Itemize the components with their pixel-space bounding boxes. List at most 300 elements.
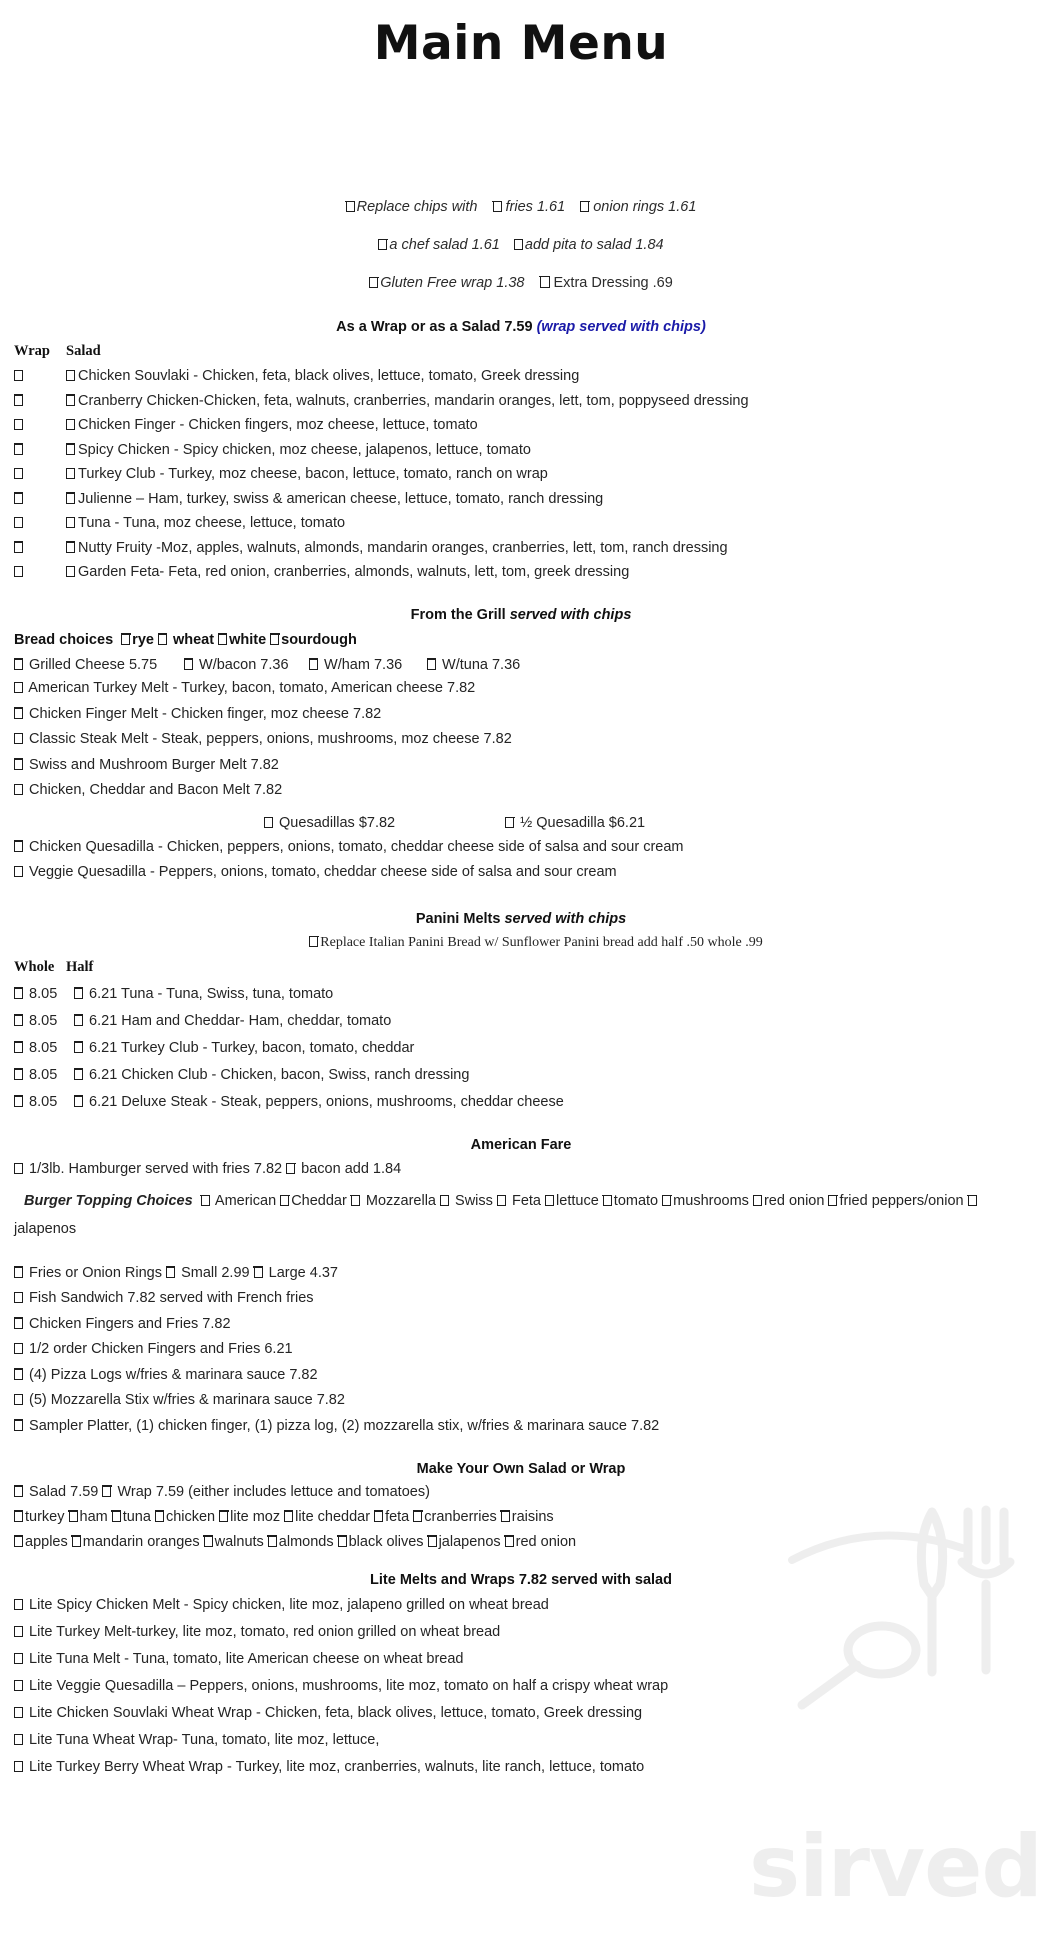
checkbox-icon[interactable] <box>968 1196 977 1206</box>
panini-whole-price: 8.05 <box>29 1039 58 1056</box>
checkbox-icon[interactable] <box>66 494 75 504</box>
own-salad-option-label: cranberries <box>424 1508 497 1525</box>
checkbox-icon[interactable] <box>14 1164 23 1174</box>
own-wrap-price: Wrap 7.59 (either includes lettuce and tomatoes) <box>117 1483 430 1500</box>
grilled-cheese-tuna-label: W/tuna 7.36 <box>442 656 521 673</box>
checkbox-icon[interactable] <box>268 1537 277 1547</box>
burger-topping-label: Burger Topping Choices <box>24 1193 193 1209</box>
checkbox-icon[interactable] <box>374 1512 383 1522</box>
replace-chips-label: Replace chips with <box>356 199 478 215</box>
wrap-salad-item-label: Julienne – Ham, turkey, swiss & american cheese, lettuce, tomato, ranch dressing <box>78 490 604 507</box>
checkbox-icon[interactable] <box>14 1654 23 1664</box>
lite-row <box>14 1673 1028 1700</box>
checkbox-icon[interactable] <box>166 1268 175 1278</box>
burger-topping-choices <box>14 1188 1028 1243</box>
burger-topping-option-label: Cheddar <box>291 1193 347 1209</box>
wrap-salad-list <box>14 364 1028 585</box>
own-salad-option[interactable] <box>338 1534 424 1550</box>
checkbox-icon[interactable] <box>14 1708 23 1718</box>
burger-topping-option-label: lettuce <box>556 1193 599 1209</box>
checkbox-icon[interactable] <box>14 1487 23 1497</box>
quesadilla-item-label: Chicken Quesadilla - Chicken, peppers, onions, tomato, cheddar cheese side of salsa and sour cream <box>29 838 684 855</box>
grill-item-label: Classic Steak Melt - Steak, peppers, onions, mushrooms, moz cheese 7.82 <box>29 731 512 747</box>
checkbox-icon[interactable] <box>264 818 273 828</box>
own-salad-option[interactable] <box>284 1509 370 1525</box>
section-heading-american-fare: American Fare <box>470 1137 572 1153</box>
checkbox-icon[interactable] <box>603 1196 612 1206</box>
wrap-salad-row <box>14 511 1028 536</box>
own-salad-option-label: feta <box>385 1508 410 1525</box>
checkbox-icon[interactable] <box>270 635 279 645</box>
checkbox-icon[interactable] <box>201 1196 210 1206</box>
checkbox-icon[interactable] <box>14 1344 23 1354</box>
checkbox-icon[interactable] <box>66 518 75 528</box>
panini-half-label: 6.21 Turkey Club - Turkey, bacon, tomato, cheddar <box>89 1039 415 1056</box>
own-salad-price-row <box>14 1484 1028 1500</box>
bread-choices-label: Bread choices <box>14 631 114 648</box>
american-fare-item-label: Fries or Onion Rings <box>29 1264 162 1281</box>
own-salad-option-label: raisins <box>511 1508 554 1525</box>
own-salad-option-label: almonds <box>278 1533 334 1550</box>
bread-choice-option[interactable] <box>270 632 357 648</box>
add-pita-label: add pita to salad 1.84 <box>524 237 664 253</box>
checkbox-icon[interactable] <box>413 1512 422 1522</box>
bread-choice-label: wheat <box>168 631 215 648</box>
column-label-wrap: Wrap <box>14 343 50 359</box>
own-salad-option-label: lite cheddar <box>295 1508 371 1525</box>
section-heading-panini <box>14 911 1028 927</box>
checkbox-icon[interactable] <box>14 734 23 744</box>
lite-row <box>14 1619 1028 1646</box>
own-salad-option[interactable] <box>268 1534 334 1550</box>
grilled-cheese-base-label: Grilled Cheese 5.75 <box>29 656 158 673</box>
checkbox-icon[interactable] <box>74 1043 83 1053</box>
wrap-salad-column-labels <box>14 343 1028 360</box>
own-salad-option-label: ham <box>79 1508 108 1525</box>
checkbox-icon[interactable] <box>505 818 514 828</box>
checkbox-icon[interactable] <box>219 1512 228 1522</box>
burger-topping-option-label: Feta <box>507 1193 541 1209</box>
checkbox-icon[interactable] <box>514 240 523 250</box>
grill-row <box>14 676 1028 702</box>
checkbox-icon[interactable] <box>14 567 23 577</box>
grill-item-label: Chicken Finger Melt - Chicken finger, moz cheese 7.82 <box>29 705 382 722</box>
gluten-free-line <box>14 275 1028 291</box>
lite-item-label: Lite Turkey Melt-turkey, lite moz, tomato, red onion grilled on wheat bread <box>29 1624 501 1641</box>
section-heading-wrap-salad <box>14 319 1028 335</box>
quesadilla-item-label: Veggie Quesadilla - Peppers, onions, tomato, cheddar cheese side of salsa and sour cream <box>29 864 617 880</box>
burger-topping-option[interactable] <box>662 1193 749 1209</box>
wrap-salad-item-label: Nutty Fruity -Moz, apples, walnuts, almonds, mandarin oranges, cranberries, lett, tom, ranch dressing <box>78 539 728 556</box>
own-salad-option-label: mandarin oranges <box>82 1533 200 1550</box>
column-label-half: Half <box>66 959 94 975</box>
panini-half-label: 6.21 Chicken Club - Chicken, bacon, Swiss, ranch dressing <box>89 1066 470 1083</box>
checkbox-icon[interactable] <box>66 445 75 455</box>
wrap-checkbox-cell <box>14 369 66 384</box>
checkbox-icon[interactable] <box>440 1196 449 1206</box>
checkbox-icon[interactable] <box>14 396 23 406</box>
panini-bread-note <box>14 935 1028 951</box>
burger-topping-option[interactable] <box>201 1193 276 1209</box>
checkbox-icon[interactable] <box>121 635 130 645</box>
lite-item-label: Lite Tuna Wheat Wrap- Tuna, tomato, lite moz, lettuce, <box>29 1732 380 1749</box>
quesadilla-item-list <box>14 834 1028 885</box>
wrap-salad-item-label: Chicken Finger - Chicken fingers, moz cheese, lettuce, tomato <box>78 417 478 433</box>
checkbox-icon[interactable] <box>286 1164 295 1174</box>
burger-topping-option-label: Swiss <box>451 1193 493 1209</box>
own-salad-option-label: tuna <box>122 1508 151 1525</box>
checkbox-icon[interactable] <box>14 867 23 877</box>
grill-heading-note: served with chips <box>509 606 632 623</box>
checkbox-icon[interactable] <box>14 445 23 455</box>
checkbox-icon[interactable] <box>204 1537 213 1547</box>
checkbox-icon[interactable] <box>66 371 75 381</box>
own-salad-option-label: red onion <box>515 1533 577 1550</box>
burger-topping-option-label: Mozzarella <box>361 1193 436 1209</box>
checkbox-icon[interactable] <box>112 1512 121 1522</box>
american-fare-spacer <box>14 1243 1028 1257</box>
checkbox-icon[interactable] <box>14 1537 23 1547</box>
checkbox-icon[interactable] <box>14 494 23 504</box>
checkbox-icon[interactable] <box>14 842 23 852</box>
wrap-checkbox-cell <box>14 418 66 433</box>
panini-note-label: Replace Italian Panini Bread w/ Sunflower Panini bread add half .50 whole .99 <box>320 935 763 950</box>
own-salad-option[interactable] <box>505 1534 576 1550</box>
lite-item-label: Lite Veggie Quesadilla – Peppers, onions, mushrooms, lite moz, tomato on half a crispy wheat wrap <box>29 1678 669 1695</box>
wrap-salad-row <box>14 487 1028 512</box>
panini-row <box>14 980 1028 1007</box>
quesadilla-half-price: ½ Quesadilla $6.21 <box>520 815 646 831</box>
checkbox-icon[interactable] <box>351 1196 360 1206</box>
checkbox-icon[interactable] <box>102 1487 111 1497</box>
checkbox-icon[interactable] <box>254 1268 263 1278</box>
section-heading-own-salad: Make Your Own Salad or Wrap <box>416 1460 626 1477</box>
checkbox-icon[interactable] <box>158 635 167 645</box>
checkbox-icon[interactable] <box>14 709 23 719</box>
own-salad-option-label: turkey <box>25 1508 65 1525</box>
wrap-salad-item-label: Cranberry Chicken-Chicken, feta, walnuts, cranberries, mandarin oranges, lett, tom, poppyseed dressing <box>78 392 749 409</box>
grill-item-label: Chicken, Cheddar and Bacon Melt 7.82 <box>29 782 283 798</box>
lite-row <box>14 1592 1028 1619</box>
lite-item-label: Lite Turkey Berry Wheat Wrap - Turkey, lite moz, cranberries, walnuts, lite ranch, lettuce, tomato <box>29 1759 645 1776</box>
grilled-cheese-ham-label: W/ham 7.36 <box>324 656 403 673</box>
lite-item-list <box>14 1592 1028 1781</box>
wrap-salad-row <box>14 462 1028 487</box>
panini-item-list <box>14 980 1028 1115</box>
bacon-add-label: bacon add 1.84 <box>301 1161 402 1177</box>
panini-row <box>14 1061 1028 1088</box>
checkbox-icon[interactable] <box>66 396 75 406</box>
panini-whole-cell <box>14 1040 74 1056</box>
checkbox-icon[interactable] <box>309 660 318 670</box>
gluten-free-wrap-label: Gluten Free wrap 1.38 <box>380 275 525 291</box>
checkbox-icon[interactable] <box>14 1016 23 1026</box>
panini-half-label: 6.21 Ham and Cheddar- Ham, cheddar, tomato <box>89 1012 392 1029</box>
grill-item-list <box>14 676 1028 804</box>
grill-item-label: American Turkey Melt - Turkey, bacon, tomato, American cheese 7.82 <box>28 680 476 696</box>
checkbox-icon[interactable] <box>540 277 550 288</box>
checkbox-icon[interactable] <box>14 1370 23 1380</box>
bread-choice-label: rye <box>132 631 154 648</box>
checkbox-icon[interactable] <box>14 1319 23 1329</box>
checkbox-icon[interactable] <box>74 1070 83 1080</box>
burger-topping-option-label: tomato <box>613 1193 659 1209</box>
own-salad-option[interactable] <box>14 1509 65 1525</box>
checkbox-icon[interactable] <box>284 1512 293 1522</box>
checkbox-icon[interactable] <box>218 635 227 645</box>
checkbox-icon[interactable] <box>753 1196 762 1206</box>
grill-row <box>14 701 1028 727</box>
grilled-cheese-ham <box>309 657 427 673</box>
panini-heading-note: served with chips <box>504 911 627 927</box>
grilled-cheese-tuna <box>427 657 520 673</box>
wrap-checkbox-cell <box>14 541 66 556</box>
own-salad-option-label: lite moz <box>230 1508 281 1525</box>
checkbox-icon[interactable] <box>14 1681 23 1691</box>
burger-topping-option[interactable] <box>280 1193 347 1209</box>
section-heading-grill <box>14 607 1028 623</box>
grilled-cheese-row <box>14 657 1028 673</box>
own-salad-option[interactable] <box>155 1509 215 1525</box>
panini-row <box>14 1088 1028 1115</box>
own-salad-option[interactable] <box>72 1534 200 1550</box>
checkbox-icon[interactable] <box>14 1097 23 1107</box>
lite-item-label: Lite Spicy Chicken Melt - Spicy chicken, lite moz, jalapeno grilled on wheat bread <box>29 1597 549 1614</box>
own-salad-options-row-2 <box>14 1534 1028 1550</box>
american-fare-item-list <box>14 1260 1028 1439</box>
panini-whole-cell <box>14 986 74 1002</box>
checkbox-icon[interactable] <box>14 683 23 693</box>
watermark-text: sirved <box>748 1817 1042 1917</box>
grilled-cheese-bacon <box>184 657 309 673</box>
replace-chips-line <box>14 199 1028 215</box>
burger-topping-option[interactable] <box>351 1193 436 1209</box>
wrap-checkbox-cell <box>14 492 66 507</box>
own-salad-price: Salad 7.59 <box>29 1483 99 1500</box>
checkbox-icon[interactable] <box>501 1512 510 1522</box>
checkbox-icon[interactable] <box>74 989 83 999</box>
burger-topping-option[interactable] <box>497 1193 541 1209</box>
checkbox-icon[interactable] <box>828 1196 837 1206</box>
checkbox-icon[interactable] <box>69 1512 78 1522</box>
checkbox-icon[interactable] <box>14 1070 23 1080</box>
checkbox-icon[interactable] <box>14 1512 23 1522</box>
checkbox-icon[interactable] <box>14 785 23 795</box>
panini-half-label: 6.21 Tuna - Tuna, Swiss, tuna, tomato <box>89 985 334 1002</box>
wrap-salad-row <box>14 389 1028 414</box>
american-fare-item-label: Sampler Platter, (1) chicken finger, (1) pizza log, (2) mozzarella stix, w/fries & marinara sauce 7.82 <box>29 1417 660 1434</box>
checkbox-icon[interactable] <box>309 937 318 947</box>
grill-row <box>14 752 1028 778</box>
checkbox-icon[interactable] <box>428 1537 437 1547</box>
checkbox-icon[interactable] <box>545 1196 554 1206</box>
american-fare-row <box>14 1260 1028 1286</box>
own-salad-option[interactable] <box>501 1509 554 1525</box>
lite-row <box>14 1700 1028 1727</box>
checkbox-icon[interactable] <box>14 1762 23 1772</box>
panini-whole-cell <box>14 1013 74 1029</box>
american-fare-item-label: Fish Sandwich 7.82 served with French fries <box>29 1290 314 1307</box>
wrap-salad-row <box>14 438 1028 463</box>
bread-choice-label: sourdough <box>281 631 357 648</box>
panini-whole-cell <box>14 1094 74 1110</box>
checkbox-icon[interactable] <box>66 567 75 577</box>
lite-row <box>14 1727 1028 1754</box>
checkbox-icon[interactable] <box>280 1196 289 1206</box>
bread-choice-option[interactable] <box>121 632 154 648</box>
grill-heading-text: From the Grill <box>410 606 510 623</box>
own-salad-option[interactable] <box>112 1509 151 1525</box>
burger-topping-option[interactable] <box>545 1193 599 1209</box>
fries-large-label: Large 4.37 <box>268 1264 338 1281</box>
burger-topping-option[interactable] <box>603 1193 658 1209</box>
checkbox-icon[interactable] <box>14 420 23 430</box>
panini-row <box>14 1034 1028 1061</box>
own-salad-option[interactable] <box>219 1509 280 1525</box>
checkbox-icon[interactable] <box>74 1016 83 1026</box>
grill-row <box>14 727 1028 753</box>
lite-item-label: Lite Chicken Souvlaki Wheat Wrap - Chicken, feta, black olives, lettuce, tomato, Greek dressing <box>29 1705 643 1722</box>
hamburger-row <box>14 1161 1028 1177</box>
american-fare-row <box>14 1388 1028 1414</box>
checkbox-icon[interactable] <box>493 202 502 212</box>
checkbox-icon[interactable] <box>662 1196 671 1206</box>
burger-topping-option[interactable] <box>440 1193 493 1209</box>
checkbox-icon[interactable] <box>14 1268 23 1278</box>
checkbox-icon[interactable] <box>184 660 193 670</box>
checkbox-icon[interactable] <box>378 240 387 250</box>
checkbox-icon[interactable] <box>580 202 589 212</box>
grilled-cheese-base <box>14 657 184 673</box>
checkbox-icon[interactable] <box>338 1537 347 1547</box>
own-salad-option[interactable] <box>428 1534 501 1550</box>
american-fare-row <box>14 1286 1028 1312</box>
checkbox-icon[interactable] <box>14 660 23 670</box>
column-label-whole: Whole <box>14 959 55 975</box>
checkbox-icon[interactable] <box>155 1512 164 1522</box>
own-salad-option-label: jalapenos <box>438 1533 501 1550</box>
own-salad-options-row-1 <box>14 1509 1028 1525</box>
quesadilla-row <box>14 860 1028 886</box>
onion-rings-option-label: onion rings 1.61 <box>593 199 697 215</box>
menu-page <box>0 16 1042 1781</box>
own-salad-option-label: black olives <box>348 1533 424 1550</box>
wrap-checkbox-cell <box>14 516 66 531</box>
grill-row <box>14 778 1028 804</box>
wrap-salad-row <box>14 536 1028 561</box>
checkbox-icon[interactable] <box>346 202 355 212</box>
wrap-salad-row <box>14 413 1028 438</box>
panini-whole-price: 8.05 <box>29 1093 58 1110</box>
quesadilla-row <box>14 834 1028 860</box>
burger-topping-option[interactable] <box>828 1193 963 1209</box>
hamburger-label: 1/3lb. Hamburger served with fries 7.82 <box>29 1161 283 1177</box>
wrap-salad-item-label: Tuna - Tuna, moz cheese, lettuce, tomato <box>78 515 346 531</box>
burger-topping-option-label: jalapenos <box>14 1220 77 1237</box>
american-fare-item-label: (5) Mozzarella Stix w/fries & marinara sauce 7.82 <box>29 1392 345 1409</box>
own-salad-option[interactable] <box>14 1534 68 1550</box>
checkbox-icon[interactable] <box>14 371 23 381</box>
own-salad-option[interactable] <box>374 1509 409 1525</box>
bread-choice-option[interactable] <box>158 632 214 648</box>
bread-choice-option[interactable] <box>218 632 266 648</box>
quesadilla-full-price: Quesadillas $7.82 <box>279 815 396 831</box>
wrap-salad-item-label: Garden Feta- Feta, red onion, cranberries, almonds, walnuts, lett, tom, greek dressing <box>78 564 630 580</box>
checkbox-icon[interactable] <box>14 543 23 553</box>
panini-whole-price: 8.05 <box>29 1012 58 1029</box>
panini-row <box>14 1007 1028 1034</box>
own-salad-option[interactable] <box>204 1534 264 1550</box>
checkbox-icon[interactable] <box>14 1293 23 1303</box>
extra-dressing-label: Extra Dressing .69 <box>553 275 673 291</box>
title-spacer <box>14 71 1028 199</box>
checkbox-icon[interactable] <box>14 1043 23 1053</box>
checkbox-icon[interactable] <box>14 518 23 528</box>
checkbox-icon[interactable] <box>66 543 75 553</box>
panini-half-label: 6.21 Deluxe Steak - Steak, peppers, onions, mushrooms, cheddar cheese <box>89 1093 564 1110</box>
checkbox-icon[interactable] <box>14 1600 23 1610</box>
wrap-salad-row <box>14 364 1028 389</box>
chef-salad-label: a chef salad 1.61 <box>389 237 500 253</box>
burger-topping-option-label: mushrooms <box>673 1193 749 1209</box>
burger-topping-option-label: red onion <box>763 1193 825 1209</box>
wrap-salad-item-label: Spicy Chicken - Spicy chicken, moz cheese, jalapenos, lettuce, tomato <box>78 441 531 458</box>
american-fare-row <box>14 1362 1028 1388</box>
section-heading-lite: Lite Melts and Wraps 7.82 served with salad <box>370 1571 672 1588</box>
own-salad-option-label: apples <box>25 1533 68 1550</box>
checkbox-icon[interactable] <box>497 1196 506 1206</box>
checkbox-icon[interactable] <box>74 1097 83 1107</box>
grill-item-label: Swiss and Mushroom Burger Melt 7.82 <box>29 756 279 773</box>
checkbox-icon[interactable] <box>14 1627 23 1637</box>
wrap-checkbox-cell <box>14 394 66 409</box>
column-label-salad: Salad <box>66 343 101 359</box>
wrap-salad-item-label: Turkey Club - Turkey, moz cheese, bacon, lettuce, tomato, ranch on wrap <box>78 466 548 482</box>
checkbox-icon[interactable] <box>72 1537 81 1547</box>
wrap-salad-row <box>14 560 1028 585</box>
lite-row <box>14 1754 1028 1781</box>
burger-topping-option[interactable] <box>753 1193 824 1209</box>
checkbox-icon[interactable] <box>505 1537 514 1547</box>
american-fare-row <box>14 1337 1028 1363</box>
checkbox-icon[interactable] <box>14 1395 23 1405</box>
checkbox-icon[interactable] <box>14 1735 23 1745</box>
wrap-salad-heading-text: As a Wrap or as a Salad 7.59 <box>336 319 537 335</box>
panini-heading-text: Panini Melts <box>415 911 505 927</box>
checkbox-icon[interactable] <box>14 469 23 479</box>
checkbox-icon[interactable] <box>14 1421 23 1431</box>
wrap-checkbox-cell <box>14 565 66 580</box>
panini-column-labels <box>14 959 1028 976</box>
checkbox-icon[interactable] <box>14 989 23 999</box>
wrap-checkbox-cell <box>14 467 66 482</box>
checkbox-icon[interactable] <box>14 760 23 770</box>
own-salad-option[interactable] <box>413 1509 497 1525</box>
own-salad-option[interactable] <box>69 1509 108 1525</box>
chef-salad-line <box>14 237 1028 253</box>
wrap-salad-item-label: Chicken Souvlaki - Chicken, feta, black olives, lettuce, tomato, Greek dressing <box>78 368 580 384</box>
panini-whole-price: 8.05 <box>29 985 58 1002</box>
american-fare-row <box>14 1311 1028 1337</box>
american-fare-row <box>14 1413 1028 1439</box>
checkbox-icon[interactable] <box>66 420 75 430</box>
checkbox-icon[interactable] <box>66 469 75 479</box>
checkbox-icon[interactable] <box>427 660 436 670</box>
fries-small-label: Small 2.99 <box>181 1264 250 1281</box>
bread-choices-line <box>14 632 1028 648</box>
checkbox-icon[interactable] <box>369 278 378 288</box>
panini-whole-cell <box>14 1067 74 1083</box>
